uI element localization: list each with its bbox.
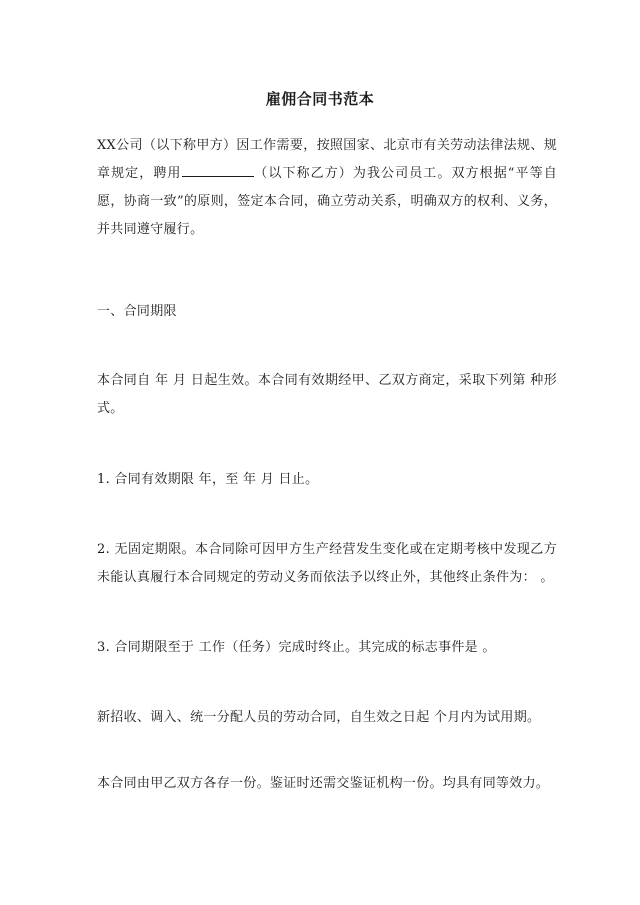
- employee-name-blank: [182, 162, 254, 177]
- document-title: 雇佣合同书范本: [265, 90, 375, 108]
- section-heading-contract-term: 一、合同期限: [97, 304, 177, 319]
- term-paragraph: 本合同自 年 月 日起生效。本合同有效期经甲、乙双方商定，采取下列第 种形式。: [97, 373, 557, 416]
- intro-text-end: （以下称乙方）为我公司员工。双方根据“平等自愿，协商一致”的原则，签定本合同，确立劳动关系，明确双方的权利、义务，并共同遵守履行。: [97, 166, 557, 237]
- copies-paragraph: 本合同由甲乙双方各存一份。鉴证时还需交鉴证机构一份。均具有同等效力。: [97, 776, 550, 791]
- term-option-3: 3. 合同期限至于 工作（任务）完成时终止。其完成的标志事件是 。: [97, 640, 496, 655]
- intro-text-start: XX公司（以下称甲方）因工作需要，按照国家、北京市有关劳动法律法规、规章规定，聘用: [97, 138, 557, 181]
- probation-paragraph: 新招收、调入、统一分配人员的劳动合同，自生效之日起 个月内为试用期。: [97, 710, 541, 725]
- term-option-2: 2. 无固定期限。本合同除可因甲方生产经营发生变化或在定期考核中发现乙方未能认真履行本合同规定的劳动义务而依法予以终止外，其他终止条件为： 。: [97, 542, 557, 585]
- intro-paragraph: [97, 132, 557, 244]
- term-option-1: 1. 合同有效期限 年，至 年 月 日止。: [97, 472, 319, 487]
